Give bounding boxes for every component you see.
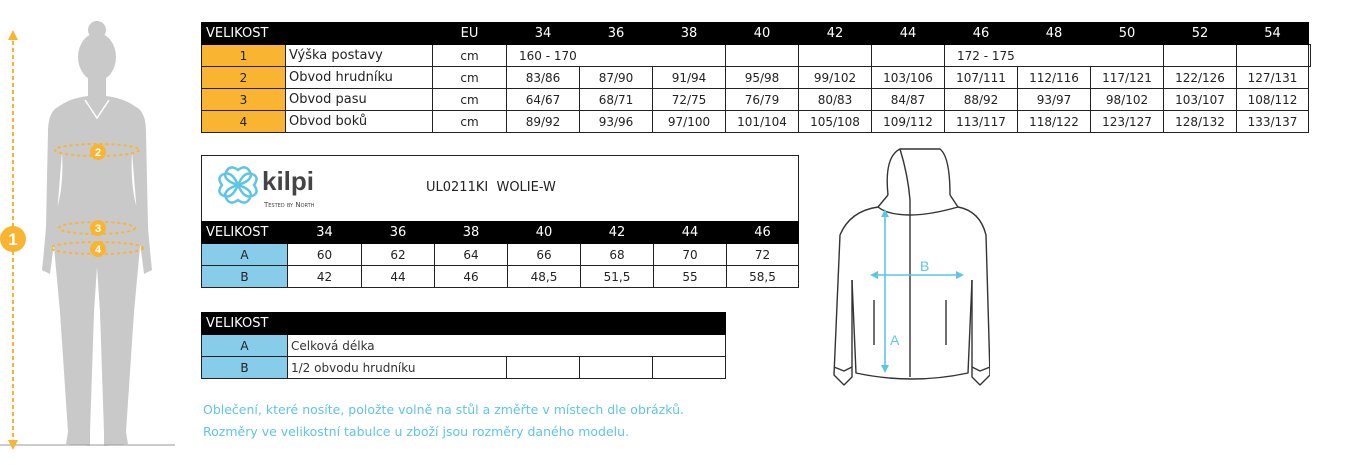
header-velikost: VELIKOST	[202, 23, 433, 45]
table-cell: 46	[435, 266, 508, 288]
row-label: Výška postavy	[286, 45, 433, 67]
row-label: B	[202, 266, 288, 288]
table-cell: 91/94	[653, 67, 726, 89]
table-cell: 72	[727, 244, 799, 266]
header-size: 40	[508, 222, 581, 244]
table-row	[202, 335, 726, 357]
row-label: Obvod boků	[286, 111, 433, 133]
header-size: 52	[1164, 23, 1237, 45]
product-table-header	[202, 222, 799, 244]
row-unit: cm	[433, 45, 507, 67]
table-cell: 72/75	[653, 89, 726, 111]
table-cell: 51,5	[581, 266, 654, 288]
header-velikost: VELIKOST	[202, 222, 288, 244]
table-row	[202, 357, 726, 379]
table-row	[202, 111, 1311, 133]
table-cell: 93/97	[1018, 89, 1091, 111]
table-row	[202, 266, 799, 288]
table-cell: 97/100	[653, 111, 726, 133]
table-cell: 122/126	[1164, 67, 1237, 89]
height-range-cell: 172 - 175	[945, 45, 1091, 67]
table-cell: 95/98	[726, 67, 799, 89]
marker-1-label: 1	[8, 230, 18, 249]
table-row	[202, 67, 1311, 89]
row-unit: cm	[433, 111, 507, 133]
brand-name: kilpi	[262, 166, 315, 196]
row-label: Obvod pasu	[286, 89, 433, 111]
row-label: A	[202, 335, 288, 357]
marker-4-label: 4	[94, 244, 102, 256]
table-cell: 88/92	[945, 89, 1018, 111]
header-size: 36	[580, 23, 653, 45]
row-description: Celková délka	[288, 335, 726, 357]
row-label: A	[202, 244, 288, 266]
note-line-1: Oblečení, které nosíte, položte volně na stůl a změřte v místech dle obrázků.	[203, 402, 684, 417]
table-cell: 64	[435, 244, 508, 266]
legend-table	[201, 312, 726, 379]
row-number: 3	[202, 89, 286, 111]
table-cell: 127/131	[1237, 67, 1309, 89]
row-description: 1/2 obvodu hrudníku	[288, 357, 507, 379]
table-cell: 70	[654, 244, 727, 266]
table-cell: 108/112	[1237, 89, 1309, 111]
table-cell: 42	[288, 266, 362, 288]
main-size-table	[201, 22, 1311, 133]
header-size: 38	[435, 222, 508, 244]
table-cell: 44	[362, 266, 435, 288]
row-label: Obvod hrudníku	[286, 67, 433, 89]
table-cell: 68/71	[580, 89, 653, 111]
jacket-label-b: B	[920, 258, 930, 274]
table-cell: 103/107	[1164, 89, 1237, 111]
header-size: 46	[945, 23, 1018, 45]
note-line-2: Rozměry ve velikostní tabulce u zboží jsou rozměry daného modelu.	[203, 424, 630, 439]
product-size-table	[201, 221, 799, 288]
jacket-illustration	[830, 145, 990, 400]
table-cell: 123/127	[1091, 111, 1164, 133]
table-cell: 98/102	[1091, 89, 1164, 111]
body-figure	[0, 12, 175, 457]
header-velikost: VELIKOST	[202, 313, 288, 335]
header-size: 44	[872, 23, 945, 45]
header-size: 46	[727, 222, 799, 244]
table-cell: 109/112	[872, 111, 945, 133]
product-panel	[201, 155, 799, 222]
table-cell: 80/83	[799, 89, 872, 111]
header-size: 44	[654, 222, 727, 244]
table-cell: 84/87	[872, 89, 945, 111]
row-number: 1	[202, 45, 286, 67]
table-cell: 60	[288, 244, 362, 266]
row-label: B	[202, 357, 288, 379]
table-cell: 76/79	[726, 89, 799, 111]
table-cell: 133/137	[1237, 111, 1309, 133]
header-size: 50	[1091, 23, 1164, 45]
product-code: UL0211KI WOLIE-W	[426, 180, 556, 195]
marker-3-label: 3	[94, 223, 102, 235]
jacket-label-a: A	[890, 332, 900, 348]
table-cell: 101/104	[726, 111, 799, 133]
table-cell: 64/67	[507, 89, 580, 111]
table-cell: 118/122	[1018, 111, 1091, 133]
header-size: 42	[799, 23, 872, 45]
table-row	[202, 45, 1311, 67]
table-cell: 87/90	[580, 67, 653, 89]
table-row	[202, 244, 799, 266]
row-number: 2	[202, 67, 286, 89]
main-table-header	[202, 23, 1311, 45]
header-size: 38	[653, 23, 726, 45]
header-eu: EU	[433, 23, 507, 45]
height-range-cell: 160 - 170	[507, 45, 653, 67]
table-cell: 105/108	[799, 111, 872, 133]
kilpi-logo-icon	[214, 162, 262, 208]
table-row	[202, 89, 1311, 111]
legend-table-header	[202, 313, 726, 335]
table-cell: 58,5	[727, 266, 799, 288]
header-size: 42	[581, 222, 654, 244]
header-size: 48	[1018, 23, 1091, 45]
table-cell: 83/86	[507, 67, 580, 89]
row-unit: cm	[433, 89, 507, 111]
marker-2-label: 2	[94, 147, 102, 159]
table-cell: 103/106	[872, 67, 945, 89]
table-cell: 66	[508, 244, 581, 266]
header-size: 54	[1237, 23, 1309, 45]
table-cell: 117/121	[1091, 67, 1164, 89]
table-cell: 107/111	[945, 67, 1018, 89]
table-cell: 112/116	[1018, 67, 1091, 89]
table-cell: 62	[362, 244, 435, 266]
row-number: 4	[202, 111, 286, 133]
table-cell: 128/132	[1164, 111, 1237, 133]
table-cell: 113/117	[945, 111, 1018, 133]
table-cell: 99/102	[799, 67, 872, 89]
table-cell: 89/92	[507, 111, 580, 133]
brand-tagline: Tested by North	[264, 201, 315, 209]
header-size: 36	[362, 222, 435, 244]
table-cell: 48,5	[508, 266, 581, 288]
table-cell: 55	[654, 266, 727, 288]
table-cell: 68	[581, 244, 654, 266]
row-unit: cm	[433, 67, 507, 89]
table-cell: 93/96	[580, 111, 653, 133]
header-size: 34	[507, 23, 580, 45]
header-size: 40	[726, 23, 799, 45]
header-size: 34	[288, 222, 362, 244]
